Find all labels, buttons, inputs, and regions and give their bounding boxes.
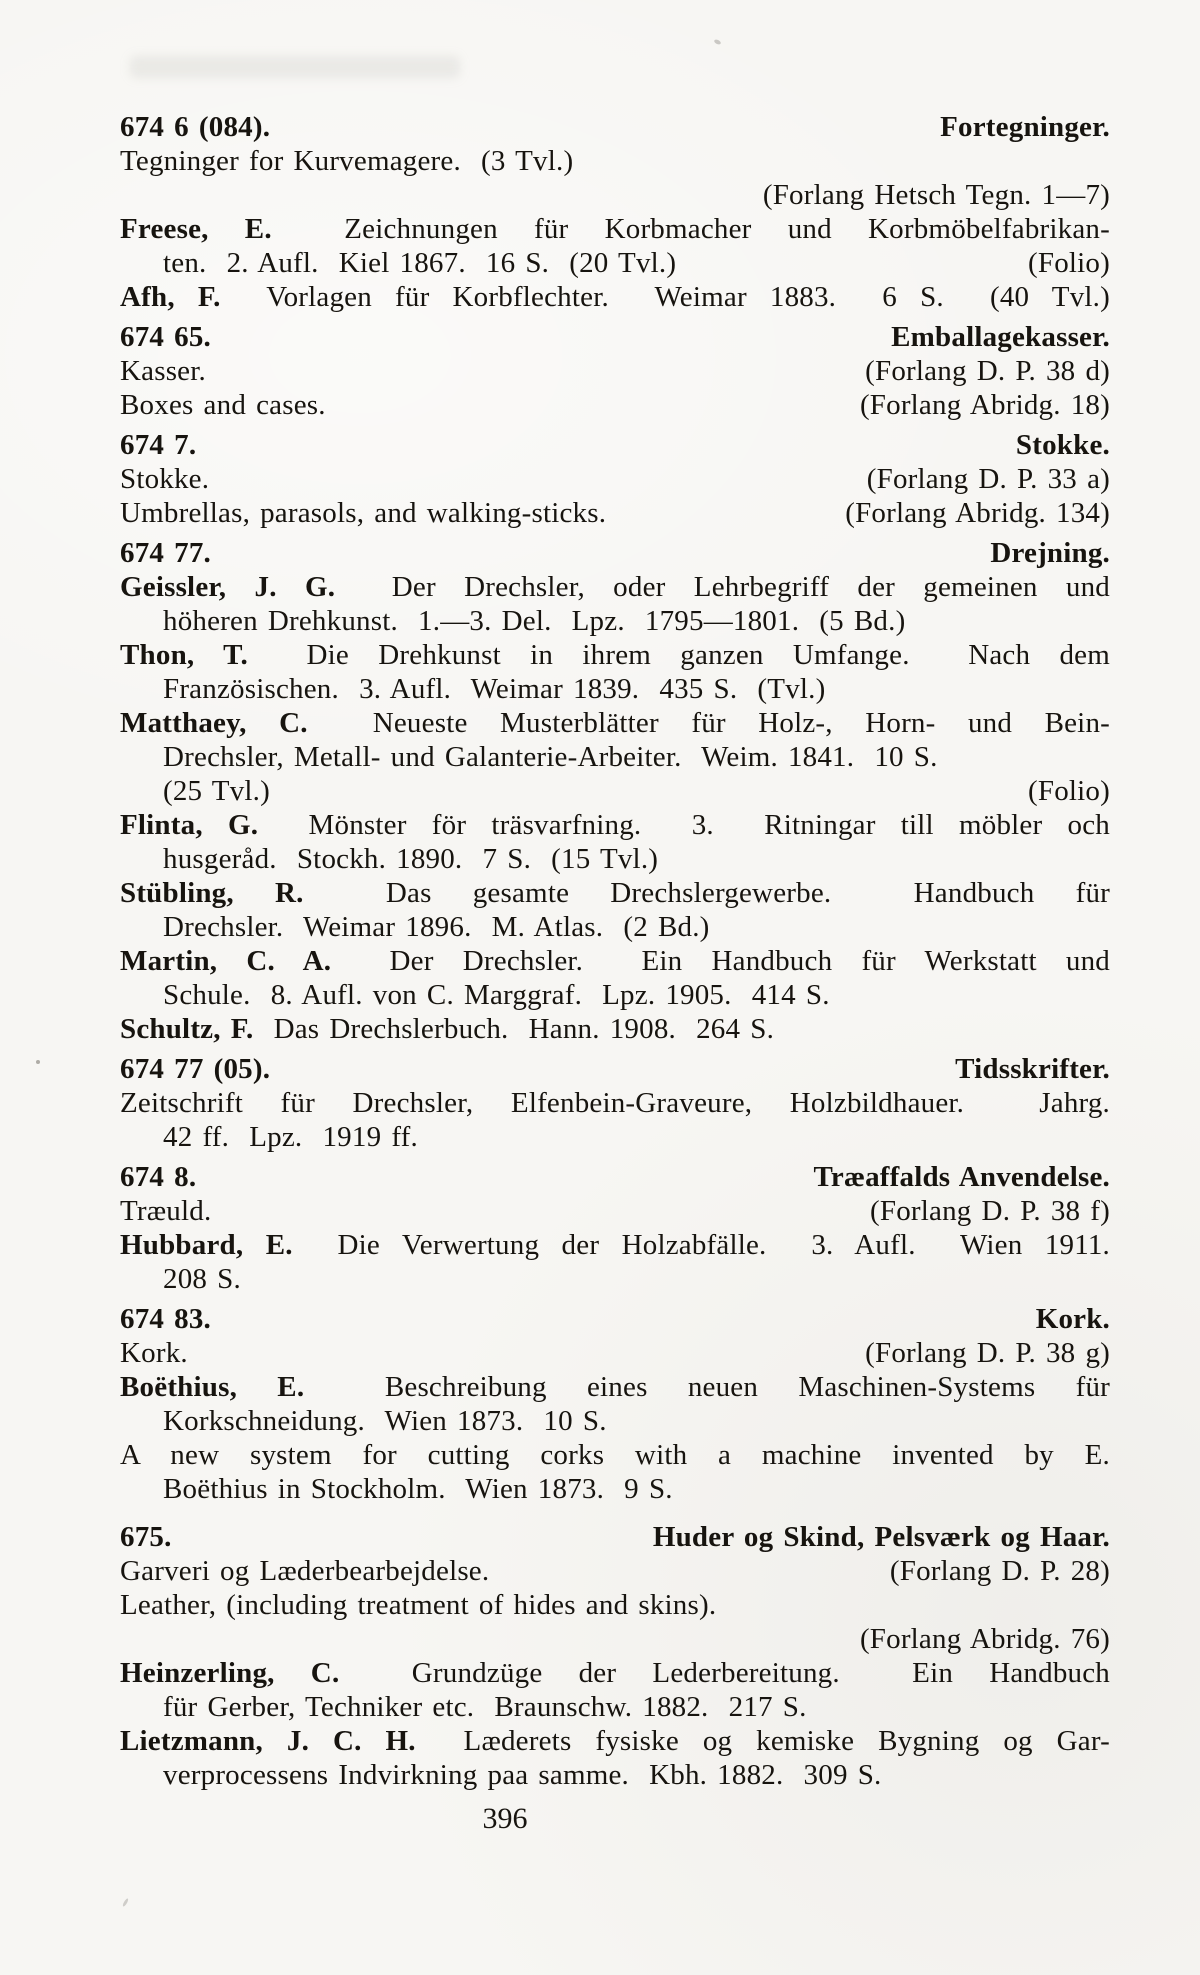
reference-text: (Forlang Abridg. 18) (859, 389, 1110, 421)
section-header-line (120, 1160, 1110, 1194)
entry-text: Französischen. 3. Aufl. Weimar 1839. 435 S. (Tvl.) (163, 673, 826, 705)
author-name: Freese, E. (120, 213, 272, 245)
section-header-line (120, 1520, 1110, 1554)
catalog-line (120, 496, 1110, 530)
author-name: Afh, F. (120, 281, 221, 313)
subject-heading: Huder og Skind, Pelsværk og Haar. (652, 1521, 1110, 1553)
section-header-line (120, 1302, 1110, 1336)
subject-heading: Stokke. (1015, 429, 1110, 461)
line-left (163, 246, 676, 280)
catalog-line (120, 978, 1110, 1012)
entry-text: Drechsler. Weimar 1896. M. Atlas. (2 Bd.) (163, 911, 710, 943)
catalog-line (120, 638, 1110, 672)
line-left (120, 1302, 211, 1336)
line-right (1016, 428, 1110, 462)
catalog-line (120, 808, 1110, 842)
line-right (845, 496, 1110, 530)
line-left (120, 428, 196, 462)
catalog-line (120, 212, 1110, 246)
line-left (120, 1160, 196, 1194)
catalog-line (120, 1588, 1110, 1622)
classification-number: 674 77. (120, 537, 212, 569)
catalog-line (120, 1012, 1110, 1046)
catalog-line (120, 1262, 1110, 1296)
entry-text: Umbrellas, parasols, and walking-sticks. (120, 497, 607, 529)
entry-text: Die Verwertung der Holzabfälle. 3. Aufl. Wien 1911. (292, 1229, 1110, 1261)
scan-speck (122, 1898, 129, 1907)
entry-text: Neueste Musterblätter für Holz-, Horn- und Bein- (307, 707, 1110, 739)
entry-text: husgeråd. Stockh. 1890. 7 S. (15 Tvl.) (163, 843, 659, 875)
line-right (890, 1554, 1110, 1588)
subject-heading: Fortegninger. (940, 111, 1110, 143)
section-header-line (120, 320, 1110, 354)
entry-text: Beschreibung eines neuen Maschinen-Systems für (304, 1371, 1111, 1403)
entry-text: ten. 2. Aufl. Kiel 1867. 16 S. (20 Tvl.) (163, 247, 677, 279)
line-right (814, 1160, 1111, 1194)
classification-number: 674 8. (120, 1161, 197, 1193)
entry-text: verprocessens Indvirkning paa samme. Kbh. 1882. 309 S. (163, 1759, 882, 1791)
classification-number: 674 65. (120, 321, 212, 353)
catalog-line (120, 1690, 1110, 1724)
reference-text: (Forlang D. P. 28) (889, 1555, 1110, 1587)
entry-text: 42 ff. Lpz. 1919 ff. (163, 1121, 418, 1153)
catalog-line (120, 1194, 1110, 1228)
scan-speck (36, 1060, 40, 1064)
reference-text: (Forlang Abridg. 76) (859, 1623, 1110, 1655)
catalog-line (120, 246, 1110, 280)
entry-text: Vorlagen für Korbflechter. Weimar 1883. 6 S. (40 Tvl.) (220, 281, 1110, 313)
line-left (120, 320, 211, 354)
catalog-line (120, 144, 1110, 178)
reference-line (120, 1622, 1110, 1656)
line-left (120, 462, 209, 496)
catalog-line (120, 1758, 1110, 1792)
author-name: Martin, C. A. (120, 945, 332, 977)
line-right (891, 320, 1110, 354)
classification-number: 674 83. (120, 1303, 212, 1335)
subject-heading: Kork. (1035, 1303, 1110, 1335)
catalog-line (120, 1120, 1110, 1154)
subject-heading: Emballagekasser. (891, 321, 1110, 353)
catalog-line (120, 774, 1110, 808)
section-header-line (120, 536, 1110, 570)
entry-text: für Gerber, Techniker etc. Braunschw. 1882. 217 S. (163, 1691, 807, 1723)
line-left (120, 1554, 489, 1588)
line-right (990, 536, 1110, 570)
line-left (120, 1336, 188, 1370)
entry-text: Mönster för träsvarfning. 3. Ritningar till möbler och (258, 809, 1110, 841)
scan-smudge (130, 56, 460, 78)
entry-text: Schule. 8. Aufl. von C. Marggraf. Lpz. 1905. 414 S. (163, 979, 830, 1011)
line-right (1036, 1302, 1110, 1336)
line-right (653, 1520, 1110, 1554)
entry-text: Boëthius in Stockholm. Wien 1873. 9 S. (163, 1473, 673, 1505)
section-header-line (120, 110, 1110, 144)
catalog-line (120, 706, 1110, 740)
entry-text: Tegninger for Kurvemagere. (3 Tvl.) (120, 145, 574, 177)
classification-number: 674 7. (120, 429, 197, 461)
entry-text: höheren Drehkunst. 1.—3. Del. Lpz. 1795—1801. (5 Bd.) (163, 605, 906, 637)
entry-text: Drechsler, Metall- und Galanterie-Arbeiter. Weim. 1841. 10 S. (163, 741, 938, 773)
catalog-line (120, 910, 1110, 944)
entry-text: Zeitschrift für Drechsler, Elfenbein-Graveure, Holzbildhauer. Jahrg. (120, 1087, 1110, 1119)
line-left (120, 496, 606, 530)
entry-text: Kasser. (120, 355, 206, 387)
reference-text: (Forlang D. P. 38 g) (865, 1337, 1110, 1369)
entry-text: Korkschneidung. Wien 1873. 10 S. (163, 1405, 607, 1437)
reference-text: (Forlang D. P. 38 d) (865, 355, 1110, 387)
catalog-line (120, 1336, 1110, 1370)
catalog-line (120, 1404, 1110, 1438)
catalog-line (120, 1554, 1110, 1588)
author-name: Lietzmann, J. C. H. (120, 1725, 416, 1757)
reference-text: (Forlang D. P. 33 a) (866, 463, 1110, 495)
catalog-line (120, 876, 1110, 910)
author-name: Hubbard, E. (120, 1229, 293, 1261)
entry-text: Leather, (including treatment of hides and skins). (120, 1589, 717, 1621)
line-right (870, 1194, 1110, 1228)
catalog-line (120, 604, 1110, 638)
line-right (867, 462, 1110, 496)
catalog-line (120, 570, 1110, 604)
catalog-line (120, 1370, 1110, 1404)
catalog-line (120, 462, 1110, 496)
author-name: Schultz, F. (120, 1013, 254, 1045)
catalog-line (120, 280, 1110, 314)
reference-line (120, 178, 1110, 212)
author-name: Thon, T. (120, 639, 248, 671)
line-left (120, 388, 326, 422)
entry-text: Træuld. (120, 1195, 212, 1227)
line-left (120, 1194, 211, 1228)
reference-text: (Forlang Abridg. 134) (845, 497, 1110, 529)
catalog-line (120, 1086, 1110, 1120)
line-right (940, 110, 1110, 144)
reference-text: (Folio) (1028, 775, 1110, 807)
classification-number: 675. (120, 1521, 172, 1553)
scan-speck (713, 39, 721, 46)
reference-text: (Forlang D. P. 38 f) (870, 1195, 1110, 1227)
line-right (860, 388, 1110, 422)
catalog-line (120, 1656, 1110, 1690)
line-left (120, 536, 211, 570)
entry-text: Kork. (120, 1337, 188, 1369)
subject-heading: Drejning. (990, 537, 1110, 569)
line-left (120, 354, 206, 388)
page-number: 396 (482, 1802, 528, 1835)
author-name: Geissler, J. G. (120, 571, 336, 603)
line-right (865, 354, 1110, 388)
entry-text: Grundzüge der Lederbereitung. Ein Handbuch (339, 1657, 1110, 1689)
subject-heading: Tidsskrifter. (955, 1053, 1110, 1085)
catalog-line (120, 944, 1110, 978)
catalog-line (120, 354, 1110, 388)
line-right (955, 1052, 1110, 1086)
classification-number: 674 77 (05). (120, 1053, 271, 1085)
line-left (163, 774, 270, 808)
entry-text: Der Drechsler, oder Lehrbegriff der gemeinen und (335, 571, 1110, 603)
catalog-line (120, 740, 1110, 774)
catalog-line (120, 388, 1110, 422)
author-name: Stübling, R. (120, 877, 304, 909)
line-right (1028, 774, 1110, 808)
line-left (120, 1520, 172, 1554)
catalog-line (120, 842, 1110, 876)
entry-text: Stokke. (120, 463, 210, 495)
subject-heading: Træaffalds Anvendelse. (813, 1161, 1110, 1193)
line-left (120, 1052, 270, 1086)
entry-text: Das gesamte Drechslergewerbe. Handbuch für (303, 877, 1110, 909)
entry-text: Boxes and cases. (120, 389, 326, 421)
line-right (865, 1336, 1110, 1370)
section-header-line (120, 1052, 1110, 1086)
author-name: Flinta, G. (120, 809, 259, 841)
catalog-line (120, 1724, 1110, 1758)
line-left (120, 110, 270, 144)
author-name: Matthaey, C. (120, 707, 308, 739)
catalog-line (120, 1438, 1110, 1472)
line-right (1028, 246, 1110, 280)
catalog-line (120, 672, 1110, 706)
entry-text: 208 S. (163, 1263, 241, 1295)
author-name: Heinzerling, C. (120, 1657, 340, 1689)
author-name: Boëthius, E. (120, 1371, 305, 1403)
reference-text: (Forlang Hetsch Tegn. 1—7) (762, 179, 1110, 211)
catalog-line (120, 1472, 1110, 1506)
entry-text: Die Drehkunst in ihrem ganzen Umfange. Nach dem (247, 639, 1110, 671)
classification-number: 674 6 (084). (120, 111, 271, 143)
catalog-line (120, 1228, 1110, 1262)
entry-text: (25 Tvl.) (163, 775, 270, 807)
text-block (120, 110, 1110, 1792)
entry-text: Das Drechslerbuch. Hann. 1908. 264 S. (253, 1013, 775, 1045)
entry-text: Der Drechsler. Ein Handbuch für Werkstatt und (331, 945, 1110, 977)
section-header-line (120, 428, 1110, 462)
entry-text: Zeichnungen für Korbmacher und Korbmöbelfabrikan- (271, 213, 1110, 245)
entry-text: Læderets fysiske og kemiske Bygning og Gar- (415, 1725, 1110, 1757)
entry-text: Garveri og Læderbearbejdelse. (120, 1555, 490, 1587)
reference-text: (Folio) (1028, 247, 1110, 279)
entry-text: A new system for cutting corks with a machine invented by E. (120, 1439, 1110, 1471)
